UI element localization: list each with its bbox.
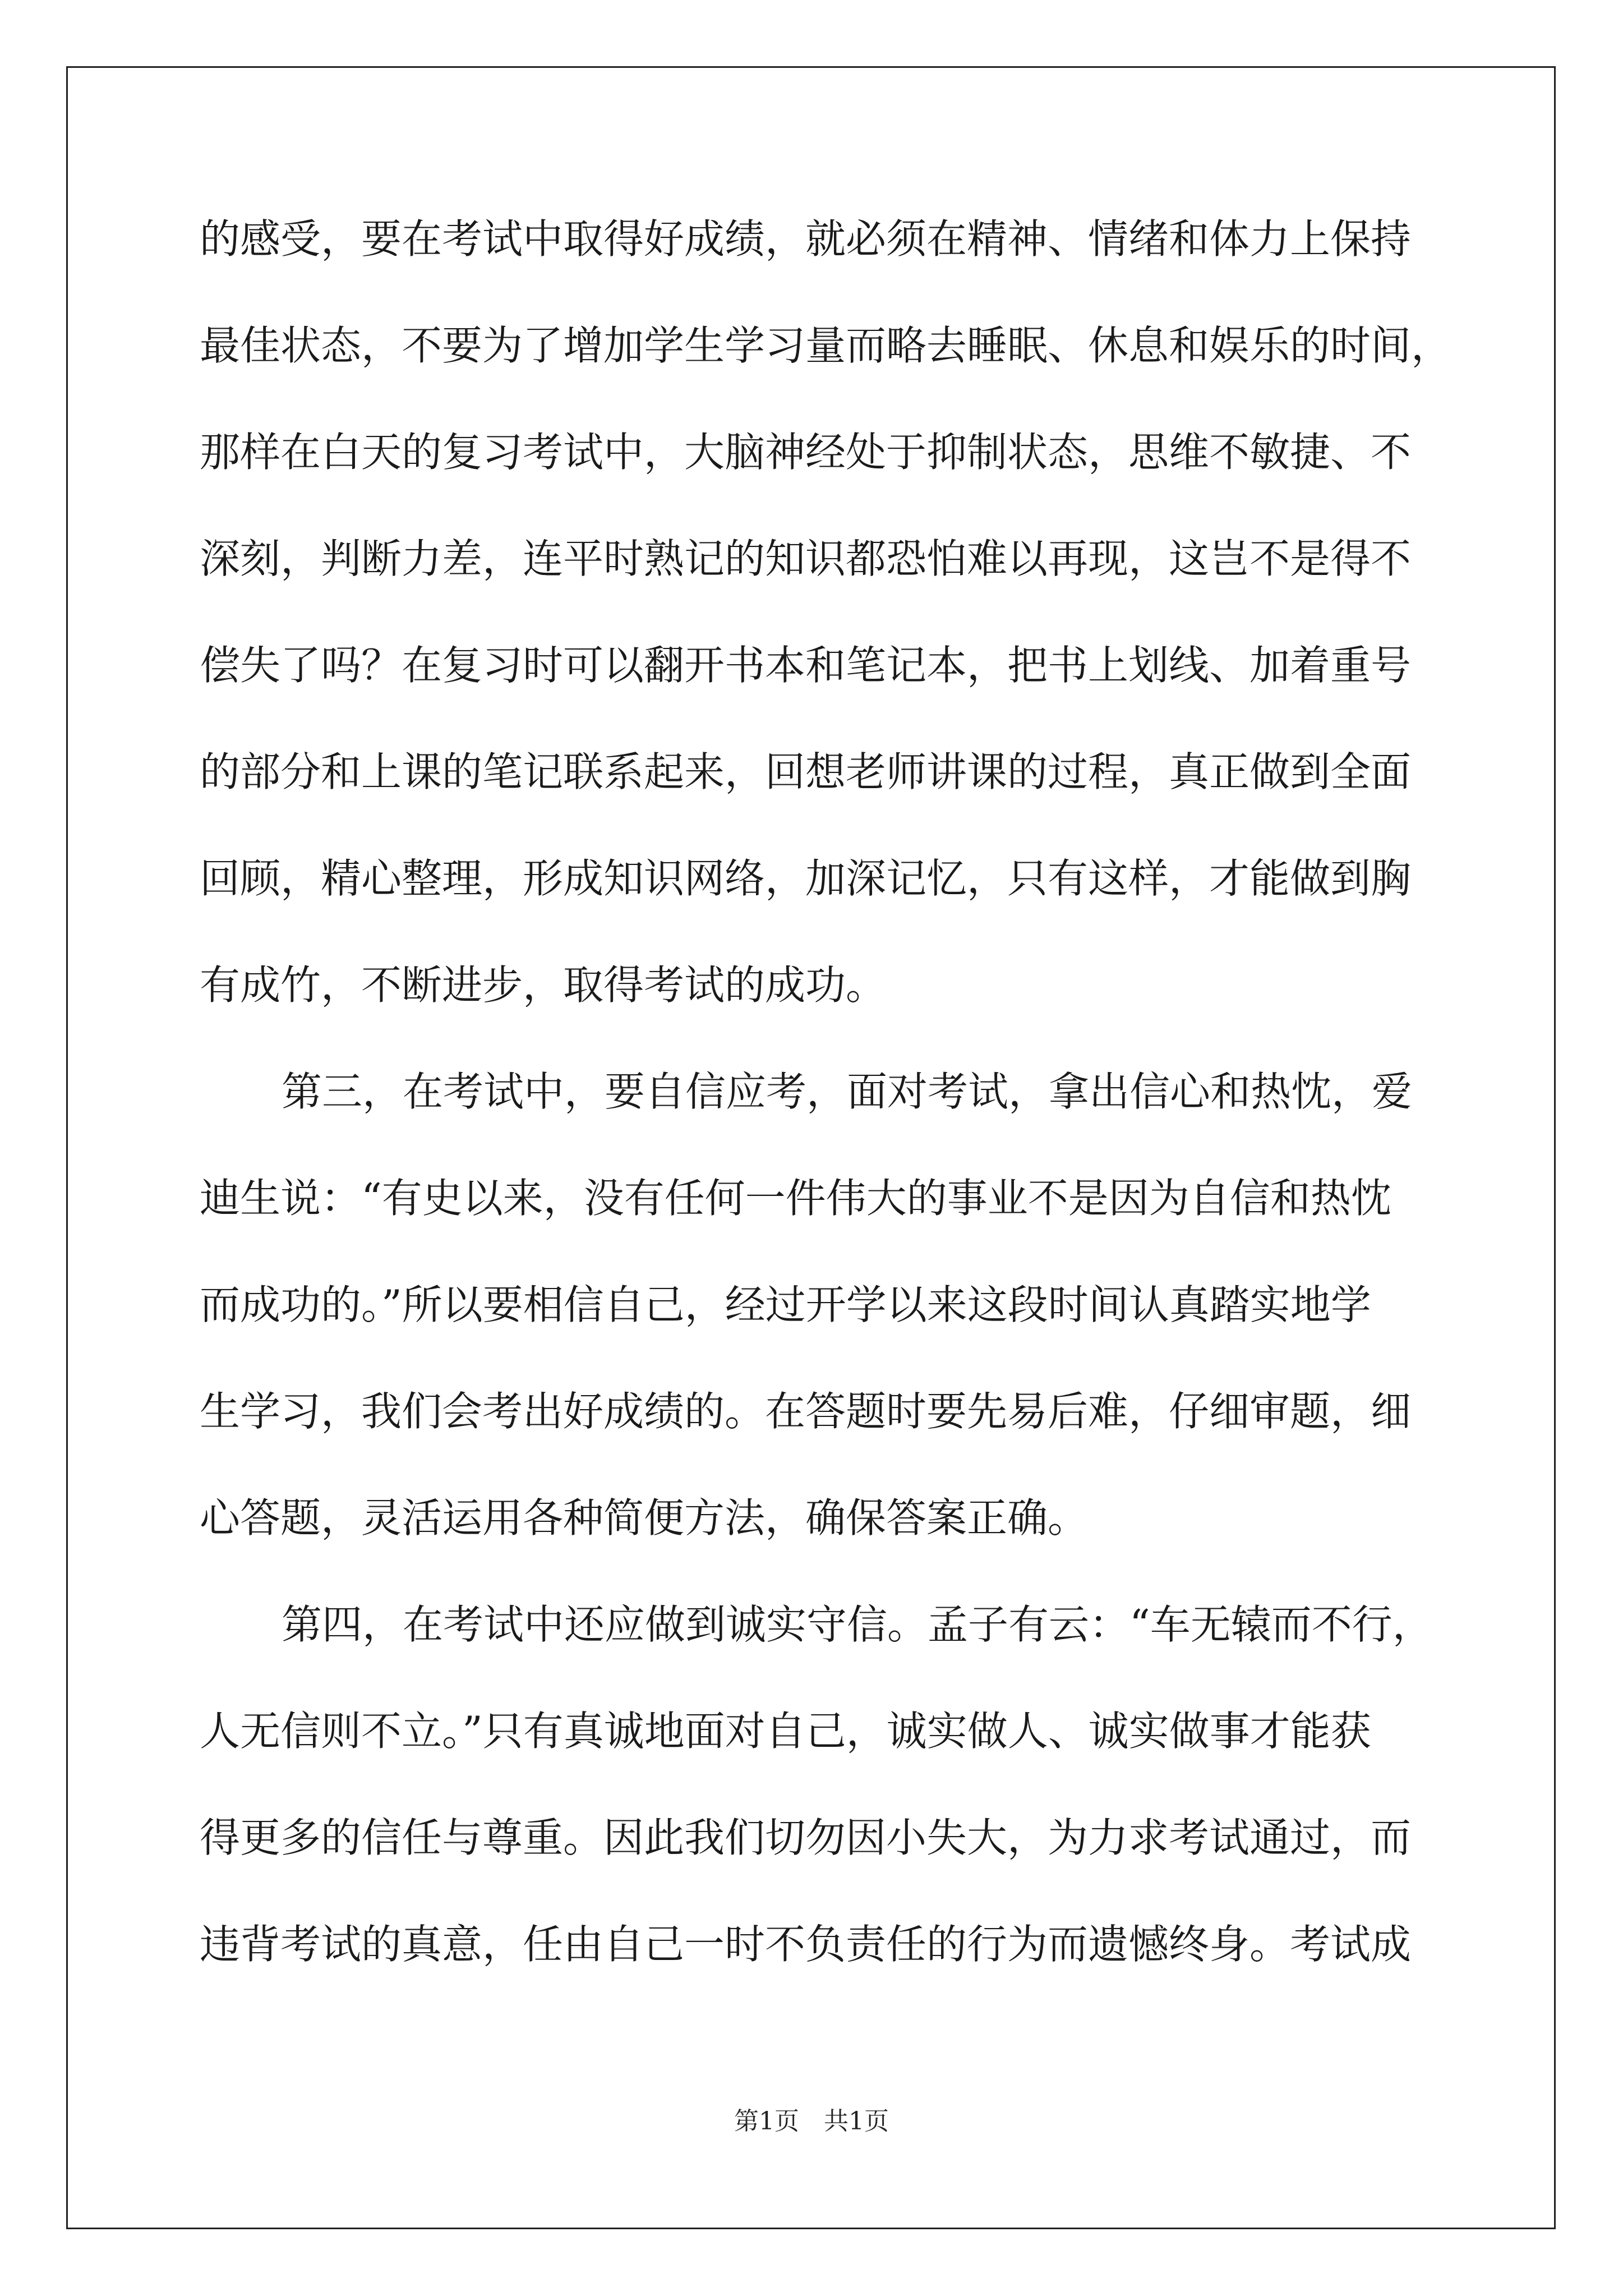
text-line: 深刻，判断力差，连平时熟记的知识都恐怕难以再现，这岂不是得不	[200, 535, 1412, 582]
text-line: 人无信则不立。”只有真诚地面对自己，诚实做人、诚实做事才能获	[200, 1708, 1371, 1755]
text-line: 偿失了吗？在复习时可以翻开书本和笔记本，把书上划线、加着重号	[200, 642, 1412, 689]
text-line: 心答题，灵活运用各种简便方法，确保答案正确。	[200, 1494, 1089, 1542]
text-line: 违背考试的真意，任由自己一时不负责任的行为而遗憾终身。考试成	[200, 1921, 1412, 1968]
text-line: 回顾，精心整理，形成知识网络，加深记忆，只有这样，才能做到胸	[200, 855, 1412, 902]
text-line: 的感受，要在考试中取得好成绩，就必须在精神、情绪和体力上保持	[200, 215, 1412, 263]
text-line: 生学习，我们会考出好成绩的。在答题时要先易后难，仔细审题，细	[200, 1388, 1412, 1435]
paragraph-start-line: 第四，在考试中还应做到诚实守信。孟子有云：“车无辕而不行，	[282, 1601, 1433, 1648]
text-line: 有成竹，不断进步，取得考试的成功。	[200, 961, 887, 1009]
text-line: 得更多的信任与尊重。因此我们切勿因小失大，为力求考试通过，而	[200, 1814, 1412, 1861]
page-number-footer: 第1页 共1页	[734, 2107, 889, 2136]
document-body	[200, 215, 1452, 2031]
text-line: 最佳状态，不要为了增加学生学习量而略去睡眠、休息和娱乐的时间，	[200, 322, 1452, 369]
text-line: 的部分和上课的笔记联系起来，回想老师讲课的过程，真正做到全面	[200, 748, 1412, 795]
text-line: 迪生说：“有史以来，没有任何一件伟大的事业不是因为自信和热忱	[200, 1175, 1391, 1222]
paragraph-start-line: 第三，在考试中，要自信应考，面对考试，拿出信心和热忱，爱	[282, 1068, 1413, 1115]
text-line: 那样在白天的复习考试中，大脑神经处于抑制状态，思维不敏捷、不	[200, 429, 1412, 476]
text-line: 而成功的。”所以要相信自己，经过开学以来这段时间认真踏实地学	[200, 1281, 1371, 1328]
